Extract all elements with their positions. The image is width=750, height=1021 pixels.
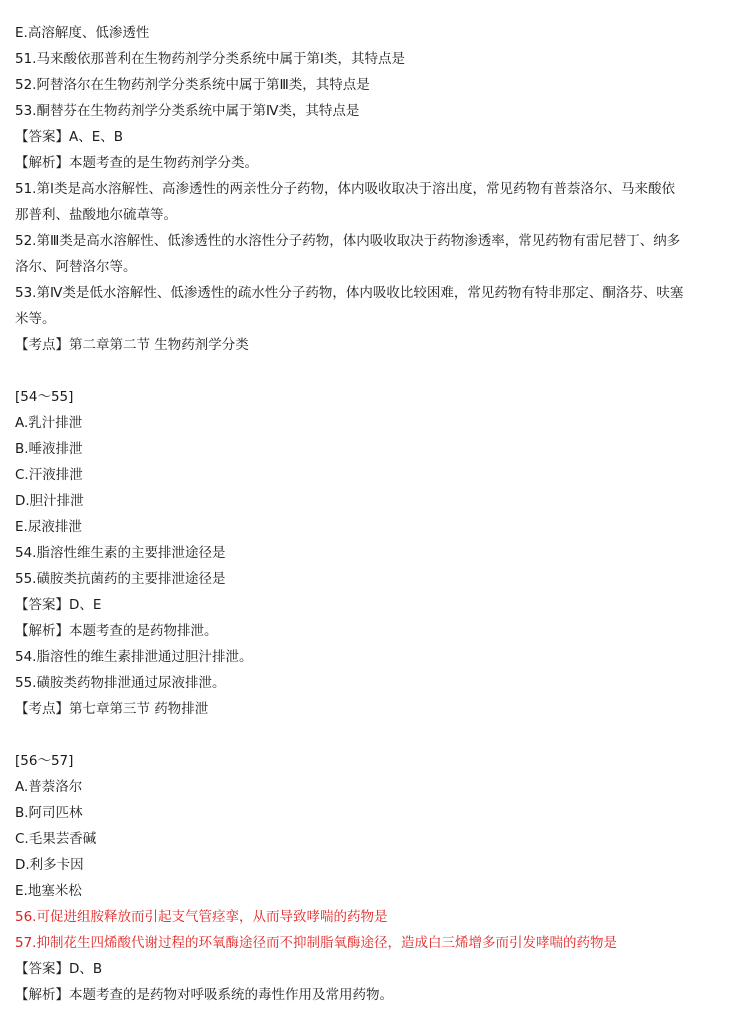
analysis-51-line2: 那普利、盐酸地尔硫䓬等。 [15,207,177,223]
spacer [15,722,736,748]
spacer [15,358,736,384]
analysis-heading-51-53: 【解析】本题考查的是生物药剂学分类。 [15,155,258,171]
question-54: 54.脂溶性维生素的主要排泄途径是 [15,545,226,561]
question-57: 57.抑制花生四烯酸代谢过程的环氧酶途径而不抑制脂氧酶途径，造成白三烯增多而引发哮喘的药物是 [15,935,617,951]
option-b-54: B.唾液排泄 [15,441,83,457]
keypoint-51-53: 【考点】第二章第二节 生物药剂学分类 [15,337,249,353]
group-header-54-55: [54～55] [15,389,74,405]
option-a-56: A.普萘洛尔 [15,779,83,795]
answer-56-57: 【答案】D、B [15,961,103,977]
question-55: 55.磺胺类抗菌药的主要排泄途径是 [15,571,226,587]
question-53: 53.酮替芬在生物药剂学分类系统中属于第Ⅳ类，其特点是 [15,103,360,119]
question-51: 51.马来酸依那普利在生物药剂学分类系统中属于第Ⅰ类，其特点是 [15,51,405,67]
question-56: 56.可促进组胺释放而引起支气管痉挛，从而导致哮喘的药物是 [15,909,388,925]
analysis-51-line1: 51.第Ⅰ类是高水溶解性、高渗透性的两亲性分子药物，体内吸收取决于溶出度，常见药物有普萘洛尔、马来酸依 [15,181,675,197]
analysis-52-line1: 52.第Ⅲ类是高水溶解性、低渗透性的水溶性分子药物，体内吸收取决于药物渗透率，常见药物有雷尼替丁、纳多 [15,233,681,249]
option-c-54: C.汗液排泄 [15,467,83,483]
analysis-53-line2: 米等。 [15,311,56,327]
analysis-53-line1: 53.第Ⅳ类是低水溶解性、低渗透性的疏水性分子药物，体内吸收比较困难，常见药物有特非那定、酮洛芬、呋塞 [15,285,684,301]
option-b-56: B.阿司匹林 [15,805,83,821]
option-e-56: E.地塞米松 [15,883,82,899]
option-a-54: A.乳汁排泄 [15,415,83,431]
analysis-52-line2: 洛尔、阿替洛尔等。 [15,259,137,275]
analysis-heading-54-55: 【解析】本题考查的是药物排泄。 [15,623,218,639]
keypoint-54-55: 【考点】第七章第三节 药物排泄 [15,701,209,717]
option-e-text: E.高溶解度、低渗透性 [15,25,150,41]
answer-51-53: 【答案】A、E、B [15,129,124,145]
option-d-56: D.利多卡因 [15,857,84,873]
group-header-56-57: [56～57] [15,753,74,769]
analysis-55: 55.磺胺类药物排泄通过尿液排泄。 [15,675,226,691]
option-c-56: C.毛果芸香碱 [15,831,97,847]
analysis-heading-56-57: 【解析】本题考查的是药物对呼吸系统的毒性作用及常用药物。 [15,987,393,1003]
analysis-54: 54.脂溶性的维生素排泄通过胆汁排泄。 [15,649,253,665]
option-e-54: E.尿液排泄 [15,519,82,535]
answer-54-55: 【答案】D、E [15,597,102,613]
option-d-54: D.胆汁排泄 [15,493,84,509]
question-52: 52.阿替洛尔在生物药剂学分类系统中属于第Ⅲ类，其特点是 [15,77,370,93]
